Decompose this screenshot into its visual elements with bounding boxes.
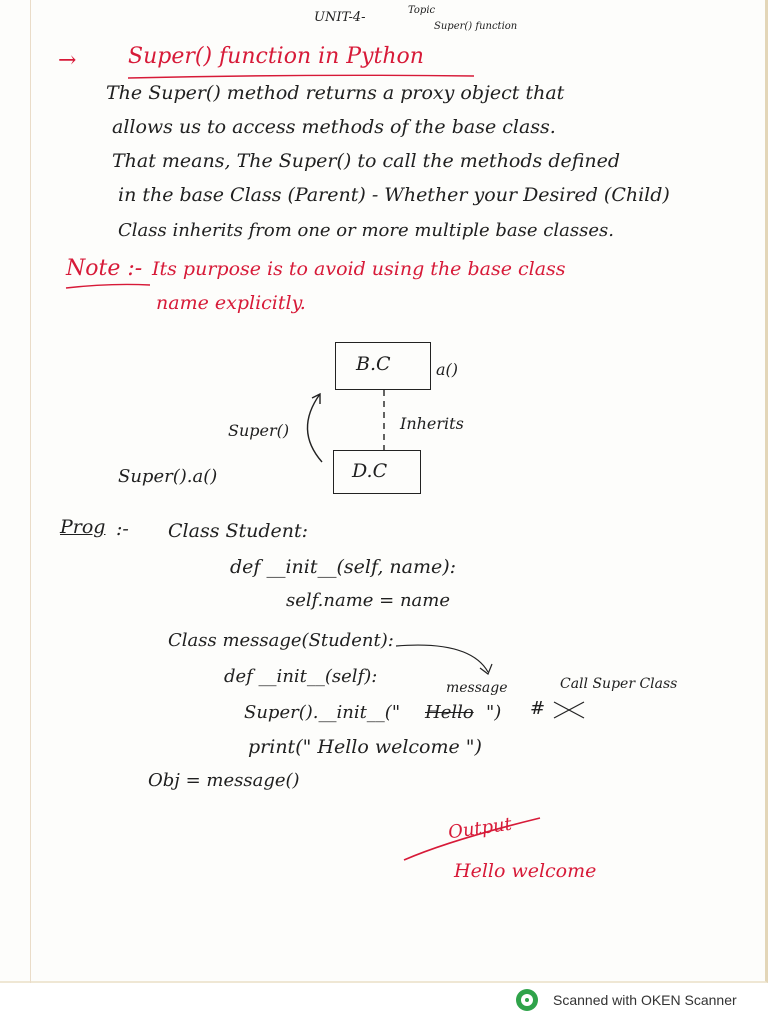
intro-line: in the base Class (Parent) - Whether your Desired (Child): [118, 184, 670, 206]
intro-line: Class inherits from one or more multiple base classes.: [118, 220, 614, 241]
title-arrow-icon: →: [58, 48, 77, 73]
base-method-label: a(): [436, 360, 459, 379]
page-title: Super() function in Python: [128, 44, 424, 69]
code-line: print(" Hello welcome "): [248, 736, 482, 758]
program-label: Prog: [60, 516, 106, 538]
code-line: def __init__(self):: [224, 666, 378, 687]
topic-name: Super() function: [434, 21, 518, 32]
code-comment: #: [530, 698, 546, 719]
note-line: name explicitly.: [156, 292, 306, 314]
code-line: "): [486, 702, 502, 723]
code-struck-text: Hello: [425, 702, 474, 723]
annotation-arrow: [396, 645, 488, 672]
intro-line: The Super() method returns a proxy object that: [106, 82, 565, 104]
derived-class-label: D.C: [352, 460, 388, 482]
note-underline: [66, 284, 150, 288]
scanner-footer-text: Scanned with OKEN Scanner: [553, 992, 737, 1008]
note-label: Note :-: [66, 256, 143, 281]
code-line: Class Student:: [168, 520, 309, 542]
title-underline: [128, 75, 474, 78]
program-separator: :-: [116, 518, 129, 540]
annotation-call-super: Call Super Class: [560, 676, 678, 692]
code-line: def __init__(self, name):: [230, 556, 457, 578]
code-line: Class message(Student):: [168, 630, 394, 651]
super-arrow-head: [312, 394, 320, 404]
intro-line: That means, The Super() to call the methods defined: [112, 150, 621, 172]
note-line: Its purpose is to avoid using the base class: [152, 258, 566, 280]
base-class-label: B.C: [356, 353, 391, 375]
code-line: Super().__init__(": [244, 702, 401, 723]
output-label: Output: [446, 813, 514, 844]
code-line: self.name = name: [286, 590, 451, 611]
annotation-arrow-head: [480, 664, 492, 674]
output-text: Hello welcome: [454, 860, 597, 882]
unit-label: UNIT-4-: [314, 10, 366, 25]
topic-label: Topic: [408, 5, 436, 16]
code-line: Obj = message(): [148, 770, 300, 791]
super-label: Super(): [228, 421, 290, 440]
super-curve-arrow: [307, 394, 322, 462]
scratch-mark: [554, 702, 584, 718]
super-call-label: Super().a(): [118, 466, 218, 487]
scanner-logo-icon: [516, 989, 538, 1011]
inherits-label: Inherits: [400, 414, 464, 433]
annotation-message: message: [446, 680, 508, 696]
intro-line: allows us to access methods of the base class.: [112, 116, 556, 138]
page-margin-line: [30, 0, 31, 983]
